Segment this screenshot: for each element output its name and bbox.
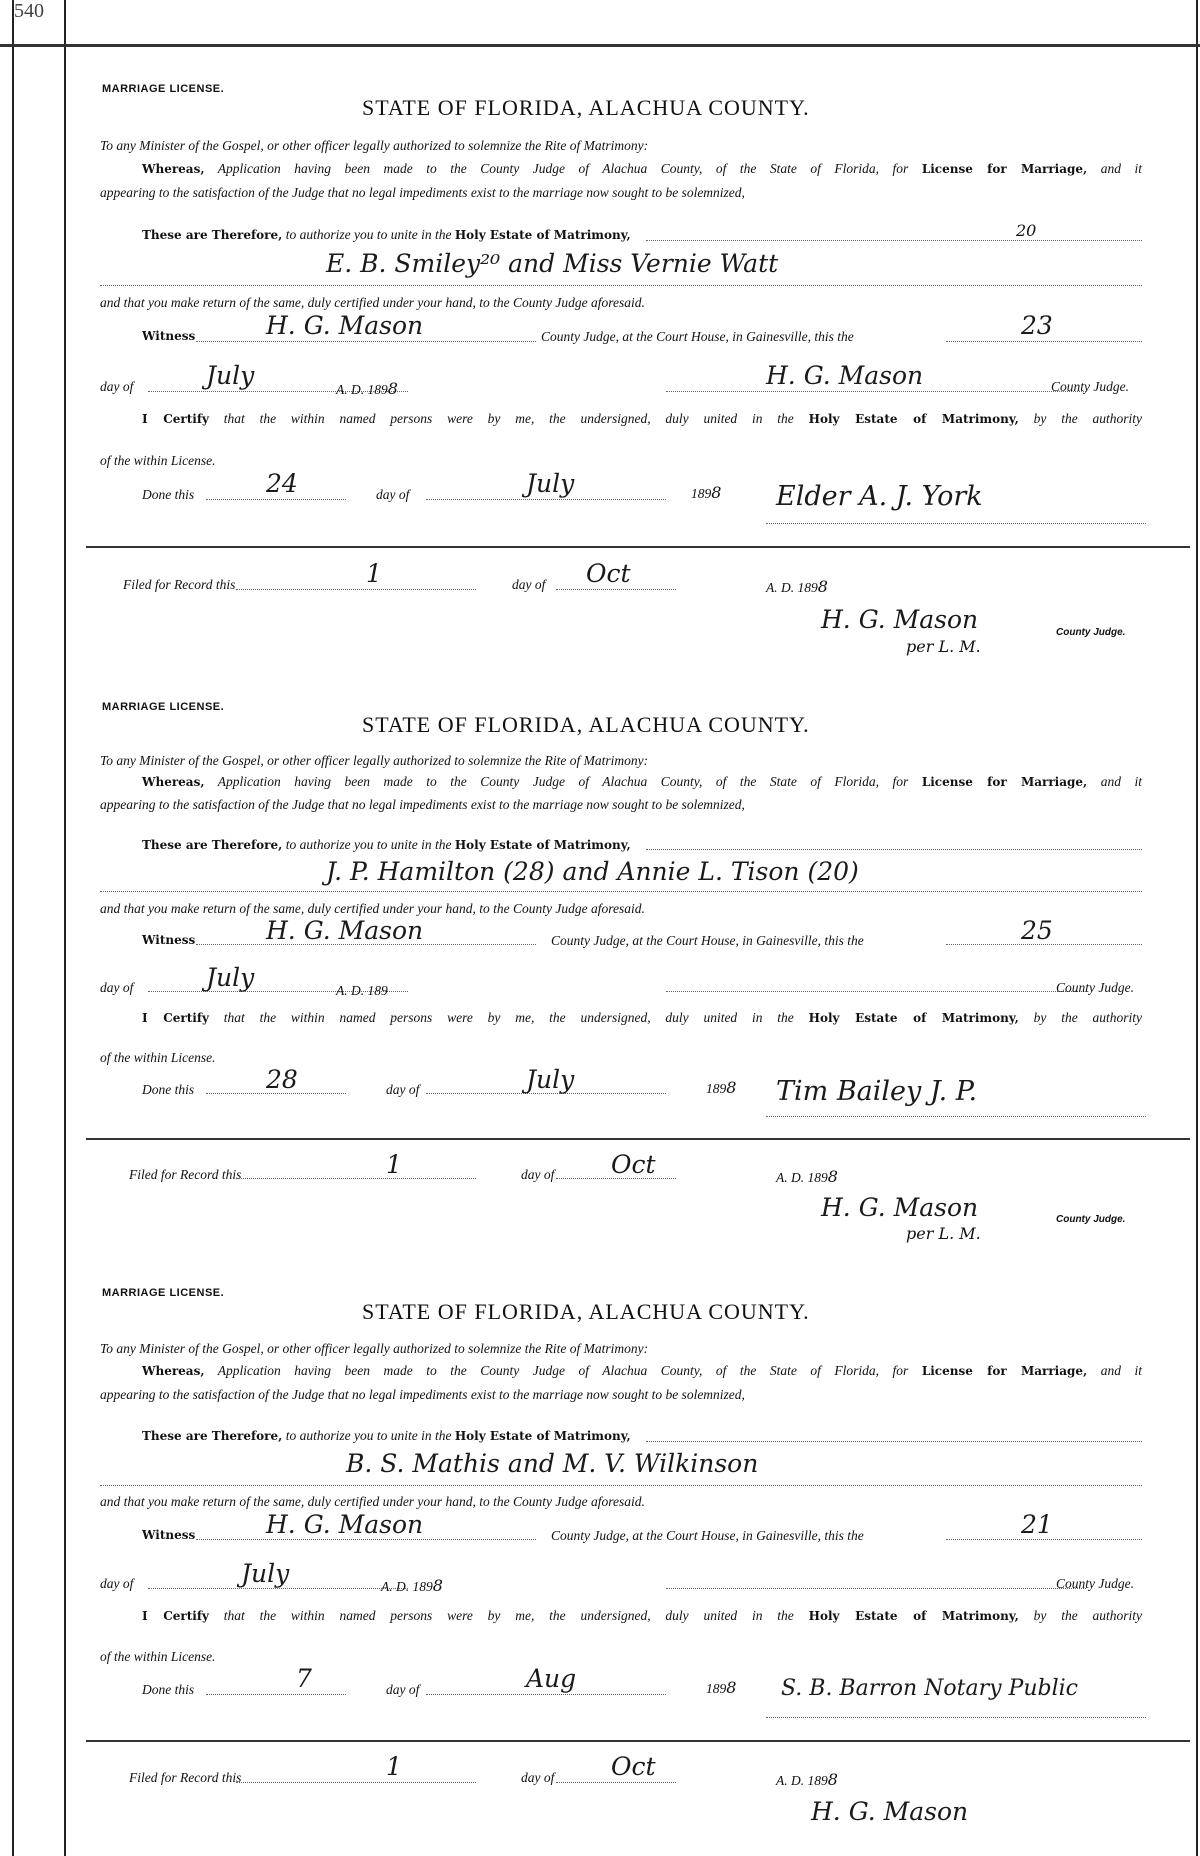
officiant-signature: Elder A. J. York [776,481,983,512]
whereas-line [142,161,1142,177]
done-this-label: Done this [142,1682,195,1697]
license-header: MARRIAGE LICENSE. [102,701,225,713]
fill-line [236,589,476,590]
section-divider [86,1740,1190,1742]
year-prefix: 189 [706,1081,727,1096]
blackletter-phrase: License for Marriage, [921,775,1088,789]
filed-day-of-label: day of [512,577,546,592]
fill-line [766,523,1146,524]
filed-county-judge-label: County Judge. [1056,1214,1126,1225]
witness-day: 23 [1021,311,1053,340]
text-segment: by the authority [1018,411,1143,426]
fill-line [766,1116,1146,1117]
witness-signature: H. G. Mason [266,311,424,340]
ad-year-label [336,980,388,999]
fill-line [646,849,1142,850]
year-prefix: 189 [691,486,712,501]
within-license-line: of the within License. [100,453,216,468]
text-segment: and it [1087,1363,1142,1378]
done-day-of-label: day of [386,1082,420,1097]
fill-line [766,1717,1146,1718]
blackletter-phrase: Whereas, [142,1364,205,1378]
whereas-line [142,1363,1142,1379]
fill-line [666,1588,1086,1589]
marriage-license-3 [66,1250,1196,1856]
done-month: July [526,1065,575,1094]
done-month: Aug [526,1664,577,1693]
filed-month: Oct [611,1150,656,1179]
section-divider [86,1138,1190,1140]
done-day-of-label: day of [386,1682,420,1697]
fill-line [666,391,1086,392]
text-segment: that the within named persons were by me, the undersigned, duly united in the [208,411,809,426]
done-day: 24 [266,469,298,498]
filed-year [766,577,828,596]
witness-signature: H. G. Mason [266,1510,424,1539]
left-margin-line [12,0,14,1856]
appearing-line: appearing to the satisfaction of the Judge that no legal impediments exist to the marriage now sought to be solemnized, [100,797,745,812]
blackletter-phrase: These are Therefore, [142,1429,283,1443]
intro-line: To any Minister of the Gospel, or other officer legally authorized to solemnize the Rite of Matrimony: [100,1341,649,1356]
filed-per-initials: per L. M. [906,1224,981,1243]
marriage-license-2 [66,665,1196,1250]
return-line: and that you make return of the same, duly certified under your hand, to the County Judge aforesaid. [100,901,645,916]
within-license-line: of the within License. [100,1050,216,1065]
text-segment: by the authority [1018,1608,1143,1623]
judge-signature: H. G. Mason [766,361,924,390]
filed-year [776,1167,838,1186]
text-segment: Application having been made to the County Judge of Alachua County, of the State of Florida, for [204,161,922,176]
fill-line [206,1694,346,1695]
blackletter-phrase: Holy Estate of Matrimony, [808,1609,1019,1623]
ad-text: A. D. 189 [336,983,388,998]
return-line: and that you make return of the same, duly certified under your hand, to the County Judge aforesaid. [100,1494,645,1509]
court-house-text: County Judge, at the Court House, in Gainesville, this the [551,933,864,948]
fill-line [100,285,1142,286]
filed-year [776,1770,838,1789]
witness-day: 21 [1021,1510,1053,1539]
text-segment: to authorize you to unite in the [282,227,455,242]
officiant-signature: Tim Bailey J. P. [776,1076,978,1107]
ad-text: A. D. 189 [776,1170,828,1185]
done-year [706,1078,736,1097]
blackletter-phrase: I Certify [142,1609,209,1623]
filed-day: 1 [386,1752,402,1781]
ad-text: A. D. 189 [336,382,388,397]
fill-line [196,341,536,342]
fill-line [666,991,1086,992]
age-note: 20 [1016,221,1037,240]
done-year [706,1678,736,1697]
blackletter-phrase: I Certify [142,412,209,426]
court-house-text: County Judge, at the Court House, in Gainesville, this the [541,329,854,344]
filed-signature: H. G. Mason [811,1797,969,1826]
intro-line: To any Minister of the Gospel, or other officer legally authorized to solemnize the Rite of Matrimony: [100,753,649,768]
blackletter-phrase: These are Therefore, [142,838,283,852]
county-judge-label: County Judge. [1056,980,1134,995]
done-day-of-label: day of [376,487,410,502]
license-month: July [241,1559,290,1588]
certify-line [142,1608,1142,1624]
text-segment: to authorize you to unite in the [282,1428,455,1443]
day-of-label: day of [100,980,134,995]
blackletter-phrase: I Certify [142,1011,209,1025]
blackletter-phrase: Holy Estate of Matrimony, [808,412,1019,426]
text-segment: by the authority [1018,1010,1143,1025]
year-suffix: 8 [726,1078,737,1097]
filed-label: Filed for Record this [129,1770,242,1785]
appearing-line: appearing to the satisfaction of the Judge that no legal impediments exist to the marriage now sought to be solemnized, [100,1387,745,1402]
done-day: 28 [266,1065,298,1094]
ad-text: A. D. 189 [776,1773,828,1788]
done-this-label: Done this [142,487,195,502]
witness-label: Witness [142,329,196,343]
ad-text: A. D. 189 [766,580,818,595]
marriage-license-1 [66,45,1196,665]
blackletter-phrase: License for Marriage, [921,1364,1088,1378]
fill-line [206,499,346,500]
blackletter-phrase: These are Therefore, [142,228,283,242]
done-day: 7 [296,1664,312,1693]
filed-per-initials: per L. M. [906,637,981,656]
fill-line [196,1539,536,1540]
filed-day: 1 [386,1150,402,1179]
filed-month: Oct [611,1752,656,1781]
court-house-text: County Judge, at the Court House, in Gainesville, this the [551,1528,864,1543]
fill-line [946,1539,1142,1540]
blackletter-phrase: Holy Estate of Matrimony, [454,228,631,242]
filed-day: 1 [366,559,382,588]
witness-label: Witness [142,1528,196,1542]
couple-names: J. P. Hamilton (28) and Annie L. Tison (20) [326,857,859,886]
year-suffix: 8 [387,379,398,398]
license-month: July [206,963,255,992]
blackletter-phrase: Holy Estate of Matrimony, [454,1429,631,1443]
day-of-label: day of [100,1576,134,1591]
done-this-label: Done this [142,1082,195,1097]
fill-line [426,1694,666,1695]
whereas-line [142,774,1142,790]
blackletter-phrase: Whereas, [142,775,205,789]
certify-line [142,1010,1142,1026]
therefore-line [142,227,631,243]
certify-line [142,411,1142,427]
blackletter-phrase: License for Marriage, [921,162,1088,176]
year-prefix: 189 [706,1681,727,1696]
license-title: STATE OF FLORIDA, ALACHUA COUNTY. [362,712,810,737]
filed-day-of-label: day of [521,1167,555,1182]
fill-line [426,499,666,500]
within-license-line: of the within License. [100,1649,216,1664]
ad-year-label [336,379,398,398]
section-divider [86,546,1190,548]
ad-text: A. D. 189 [381,1579,433,1594]
appearing-line: appearing to the satisfaction of the Judge that no legal impediments exist to the marriage now sought to be solemnized, [100,185,745,200]
text-segment: Application having been made to the County Judge of Alachua County, of the State of Florida, for [204,1363,922,1378]
intro-line: To any Minister of the Gospel, or other officer legally authorized to solemnize the Rite of Matrimony: [100,138,649,153]
fill-line [646,1441,1142,1442]
filed-label: Filed for Record this [123,577,236,592]
license-header: MARRIAGE LICENSE. [102,83,225,95]
done-month: July [526,469,575,498]
fill-line [646,240,1142,241]
witness-day: 25 [1021,916,1053,945]
filed-county-judge-label: County Judge. [1056,627,1126,638]
filed-day-of-label: day of [521,1770,555,1785]
county-judge-label: County Judge. [1051,379,1129,394]
filed-signature: H. G. Mason [821,1193,979,1222]
blackletter-phrase: Holy Estate of Matrimony, [808,1011,1019,1025]
text-segment: and it [1087,774,1142,789]
right-border-line [1196,0,1198,1856]
fill-line [236,1178,476,1179]
therefore-line [142,837,631,853]
fill-line [556,589,676,590]
couple-names: E. B. Smiley²⁰ and Miss Vernie Watt [326,249,779,278]
text-segment: Application having been made to the County Judge of Alachua County, of the State of Florida, for [204,774,922,789]
fill-line [556,1782,676,1783]
year-suffix: 8 [827,1770,838,1789]
officiant-signature: S. B. Barron Notary Public [781,1676,1078,1701]
year-suffix: 8 [817,577,828,596]
fill-line [148,1588,408,1589]
text-segment: and it [1087,161,1142,176]
witness-label: Witness [142,933,196,947]
day-of-label: day of [100,379,134,394]
fill-line [236,1782,476,1783]
fill-line [946,341,1142,342]
license-month: July [206,361,255,390]
text-segment: that the within named persons were by me, the undersigned, duly united in the [208,1608,809,1623]
year-suffix: 8 [827,1167,838,1186]
license-title: STATE OF FLORIDA, ALACHUA COUNTY. [362,95,810,120]
year-suffix: 8 [726,1678,737,1697]
text-segment: that the within named persons were by me, the undersigned, duly united in the [208,1010,809,1025]
return-line: and that you make return of the same, duly certified under your hand, to the County Judge aforesaid. [100,295,645,310]
blackletter-phrase: Whereas, [142,162,205,176]
couple-names: B. S. Mathis and M. V. Wilkinson [346,1449,759,1478]
text-segment: to authorize you to unite in the [282,837,455,852]
year-suffix: 8 [711,483,722,502]
year-suffix: 8 [432,1576,443,1595]
filed-label: Filed for Record this [129,1167,242,1182]
done-year [691,483,721,502]
blackletter-phrase: Holy Estate of Matrimony, [454,838,631,852]
county-judge-label: County Judge. [1056,1576,1134,1591]
fill-line [100,891,1142,892]
filed-month: Oct [586,559,631,588]
ad-year-label [381,1576,443,1595]
page-number: 540 [14,0,44,22]
therefore-line [142,1428,631,1444]
license-title: STATE OF FLORIDA, ALACHUA COUNTY. [362,1299,810,1324]
fill-line [100,1485,1142,1486]
witness-signature: H. G. Mason [266,916,424,945]
filed-signature: H. G. Mason [821,605,979,634]
license-header: MARRIAGE LICENSE. [102,1287,225,1299]
